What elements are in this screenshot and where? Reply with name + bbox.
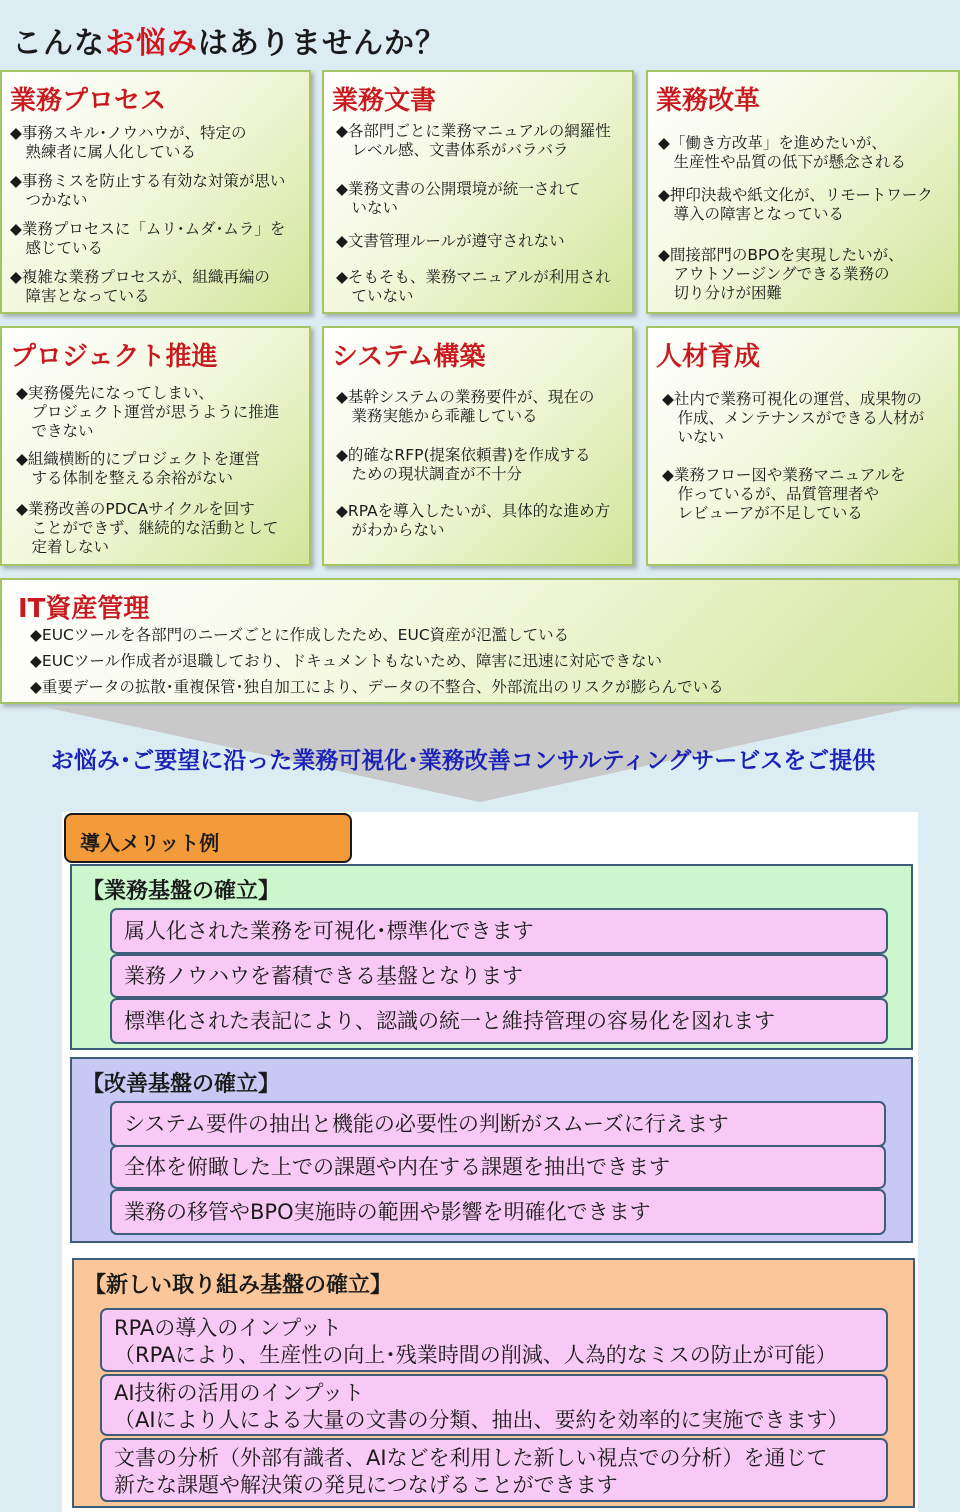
card-system-construction xyxy=(322,326,634,566)
card-item: ◆文書管理ルールが遵守されない xyxy=(336,232,565,250)
card-title: IT資産管理 xyxy=(18,594,150,624)
card-human-resources xyxy=(646,326,960,566)
heading-accent: お悩み xyxy=(105,26,198,61)
group-title: 【改善基盤の確立】 xyxy=(82,1072,281,1097)
merit-item: 業務ノウハウを蓄積できる基盤となります xyxy=(110,954,888,998)
card-item: ◆そもそも、業務マニュアルが利用され ていない xyxy=(336,268,611,305)
card-item: ◆各部門ごとに業務マニュアルの網羅性 レベル感、文書体系がバラバラ xyxy=(336,122,611,159)
group-new-initiatives-foundation xyxy=(72,1258,915,1508)
card-item: ◆事務ミスを防止する有効な対策が思い つかない xyxy=(10,172,286,209)
heading-pre: こんな xyxy=(12,26,105,61)
card-item: ◆実務優先になってしまい、 プロジェクト運営が思うように推進 できない xyxy=(16,384,280,440)
card-business-documents xyxy=(322,70,634,314)
card-item: ◆業務プロセスに「ムリ･ムダ･ムラ」を 感じている xyxy=(10,220,286,257)
card-business-process xyxy=(0,70,311,314)
card-item: ◆「働き方改革」を進めたいが、 生産性や品質の低下が懸念される xyxy=(658,134,907,171)
merit-item: 属人化された業務を可視化･標準化できます xyxy=(110,908,888,954)
merit-item: システム要件の抽出と機能の必要性の判断がスムーズに行えます xyxy=(110,1101,886,1147)
card-item: ◆的確なRFP(提案依頼書)を作成する ための現状調査が不十分 xyxy=(336,446,591,483)
card-item: ◆業務改善のPDCAサイクルを回す ことができず、継続的な活動として 定着しない xyxy=(16,500,279,556)
card-item: ◆重要データの拡散･重複保管･独自加工により、データの不整合、外部流出のリスクが膨らんでいる xyxy=(30,678,724,696)
card-project-promotion xyxy=(0,326,311,566)
card-item: ◆事務スキル･ノウハウが、特定の 熟練者に属人化している xyxy=(10,124,247,161)
card-title: 人材育成 xyxy=(656,342,761,372)
merit-item: RPAの導入のインプット （RPAにより、生産性の向上･残業時間の削減、人為的なミスの防止が可能） xyxy=(100,1308,888,1372)
merit-item: 業務の移管やBPO実施時の範囲や影響を明確化できます xyxy=(110,1189,886,1235)
card-item: ◆複雑な業務プロセスが、組織再編の 障害となっている xyxy=(10,268,270,305)
card-item: ◆RPAを導入したいが、具体的な進め方 がわからない xyxy=(336,502,611,539)
card-item: ◆業務フロー図や業務マニュアルを 作っているが、品質管理者や レビューアが不足している xyxy=(662,466,906,522)
merit-item: AI技術の活用のインプット （AIにより人による大量の文書の分類、抽出、要約を効率的に実施できます） xyxy=(100,1374,888,1436)
page-heading xyxy=(12,18,446,62)
card-item: ◆間接部門のBPOを実現したいが、 アウトソージングできる業務の 切り分けが困難 xyxy=(658,246,904,302)
group-business-foundation xyxy=(70,864,913,1050)
heading-post: はありませんか？ xyxy=(198,26,446,61)
group-improvement-foundation xyxy=(70,1057,913,1243)
card-item: ◆組織横断的にプロジェクトを運営 する体制を整える余裕がない xyxy=(16,450,261,487)
card-item: ◆社内で業務可視化の運営、成果物の 作成、メンテナンスができる人材が いない xyxy=(662,390,925,446)
merit-item: 全体を俯瞰した上での課題や内在する課題を抽出できます xyxy=(110,1145,886,1189)
merit-tab: 導入メリット例 xyxy=(64,813,352,863)
service-summary-text: お悩み･ご要望に沿った業務可視化･業務改善コンサルティングサービスをご提供 xyxy=(50,748,876,774)
card-business-reform xyxy=(646,70,960,314)
group-title: 【新しい取り組み基盤の確立】 xyxy=(84,1273,393,1298)
merit-item: 標準化された表記により、認識の統一と維持管理の容易化を図れます xyxy=(110,998,888,1044)
card-item: ◆基幹システムの業務要件が、現在の 業務実態から乖離している xyxy=(336,388,595,425)
card-title: 業務文書 xyxy=(332,86,437,116)
card-title: 業務プロセス xyxy=(10,86,167,116)
card-item: ◆EUCツールを各部門のニーズごとに作成したため、EUC資産が氾濫している xyxy=(30,626,570,644)
card-item: ◆押印決裁や紙文化が、リモートワーク 導入の障害となっている xyxy=(658,186,933,223)
card-title: 業務改革 xyxy=(656,86,761,116)
card-title: システム構築 xyxy=(332,342,486,372)
merit-item: 文書の分析（外部有識者、AIなどを利用した新しい視点での分析）を通じて 新たな課題や解決策の発見につなげることができます xyxy=(100,1438,888,1502)
group-title: 【業務基盤の確立】 xyxy=(82,879,281,904)
card-it-asset-management xyxy=(0,578,960,704)
card-title: プロジェクト推進 xyxy=(10,342,218,372)
card-item: ◆EUCツール作成者が退職しており、ドキュメントもないため、障害に迅速に対応できない xyxy=(30,652,662,670)
card-item: ◆業務文書の公開環境が統一されて いない xyxy=(336,180,581,217)
